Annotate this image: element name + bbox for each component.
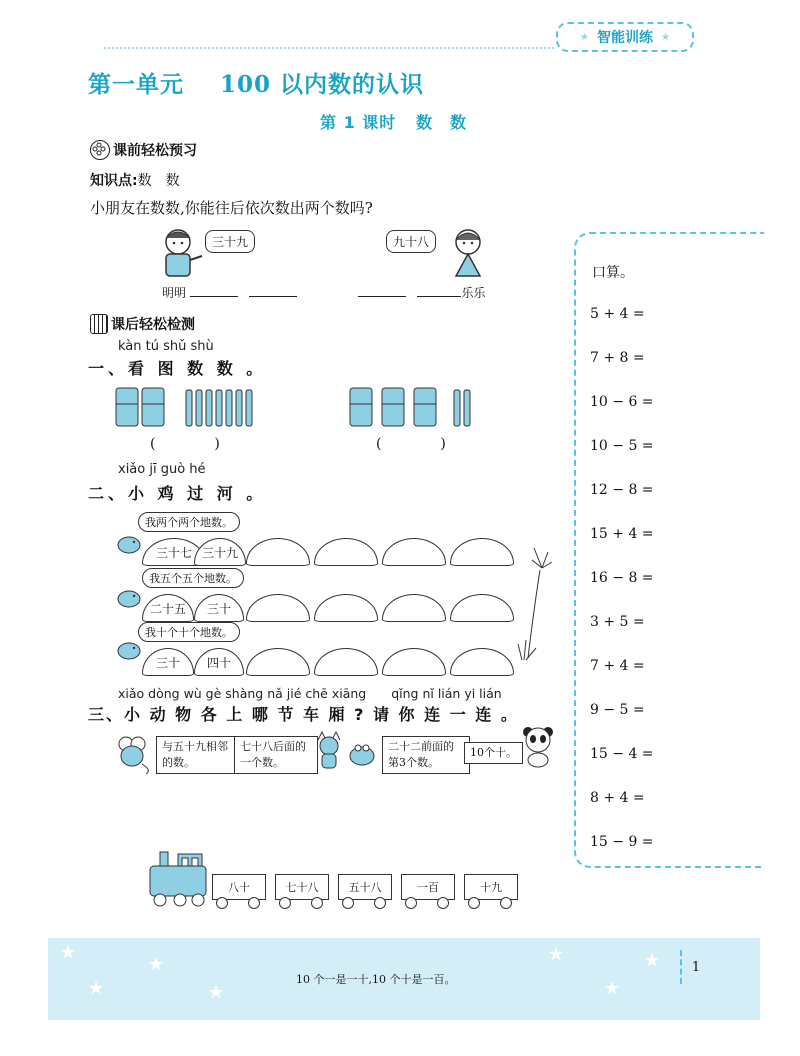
star-icon: ★: [208, 982, 225, 1003]
q1-left-paren-close: ): [214, 436, 220, 452]
wheel-icon: [248, 897, 260, 909]
lesson-title: [320, 110, 467, 133]
calculator-icon: [90, 314, 108, 334]
after-section-title: [90, 314, 195, 334]
q3-heading: 三、小 动 物 各 上 哪 节 车 厢 ? 请 你 连 一 连 。: [88, 705, 519, 724]
boy-answer-row: [162, 284, 297, 301]
chick-bubble-row-1: 我两个两个地数。: [138, 512, 240, 532]
oral-equation-5[interactable]: 12 − 8 =: [590, 482, 654, 498]
chick-bubble-row-2: 我五个五个地数。: [142, 568, 244, 588]
train-car-3[interactable]: 五十八: [338, 874, 392, 900]
wheel-icon: [311, 897, 323, 909]
stone-row3-2: 四十: [194, 648, 244, 676]
q1-right-paren-close: ): [440, 436, 446, 452]
wheel-icon: [216, 897, 228, 909]
stone-row3-1: 三十: [142, 648, 194, 676]
bundles-right-illustration: [346, 384, 496, 430]
stone-row2-2: 三十: [194, 594, 244, 622]
oral-equation-7[interactable]: 16 − 8 =: [590, 570, 654, 586]
train-car-2[interactable]: 七十八: [275, 874, 329, 900]
stone-row1-1: 三十七: [142, 538, 206, 566]
wheel-icon: [342, 897, 354, 909]
wheel-icon: [468, 897, 480, 909]
q1-answer-right[interactable]: [376, 436, 446, 452]
knowledge-value: 数 数: [137, 173, 180, 189]
stone-row2-1: 二十五: [142, 594, 194, 622]
section-tag: [556, 22, 694, 52]
knowledge-label: 知识点:: [90, 173, 138, 189]
header-dotted-line: [104, 47, 554, 49]
lesson-number: 第 1 课时: [320, 113, 397, 132]
wheel-icon: [405, 897, 417, 909]
girl-answer-blank-2[interactable]: [417, 296, 461, 297]
wheel-icon: [437, 897, 449, 909]
star-icon: ★: [661, 31, 670, 43]
stone-row1-blank-2[interactable]: [314, 538, 378, 566]
animal-card-2[interactable]: 七十八后面的一个数。: [234, 736, 318, 774]
boy-answer-blank-2[interactable]: [249, 296, 297, 297]
train-car-5[interactable]: 十九: [464, 874, 518, 900]
star-icon: ★: [644, 950, 661, 971]
section-tag-label: 智能训练: [597, 30, 653, 46]
wheel-icon: [374, 897, 386, 909]
stone-row2-blank-3[interactable]: [382, 594, 446, 622]
chick-icon: [116, 534, 142, 554]
animal-card-4[interactable]: 10个十。: [464, 742, 523, 764]
boy-speech-bubble: 三十九: [205, 230, 255, 253]
after-label: 课后轻松检测: [111, 317, 195, 333]
chick-icon: [116, 640, 142, 660]
star-icon: ★: [548, 944, 565, 965]
star-icon: ★: [60, 942, 77, 963]
unit-title: [88, 66, 424, 99]
boy-answer-blank-1[interactable]: [190, 296, 238, 297]
stone-row3-blank-3[interactable]: [382, 648, 446, 676]
oral-equation-12[interactable]: 8 + 4 =: [590, 790, 645, 806]
oral-equation-9[interactable]: 7 + 4 =: [590, 658, 645, 674]
page-number: 1: [680, 950, 710, 984]
oral-equation-6[interactable]: 15 + 4 =: [590, 526, 654, 542]
oral-equation-10[interactable]: 9 − 5 =: [590, 702, 645, 718]
stone-row2-blank-1[interactable]: [246, 594, 310, 622]
girl-name: 乐乐: [461, 286, 486, 300]
stone-row1-blank-3[interactable]: [382, 538, 446, 566]
footer-tip: 10 个一是一十,10 个十是一百。: [296, 973, 456, 986]
preview-question: 小朋友在数数,你能往后依次数出两个数吗?: [90, 199, 373, 217]
q1-left-paren-open: (: [150, 436, 156, 452]
riverbank-grass-illustration: [514, 548, 554, 668]
oral-equation-1[interactable]: 5 + 4 =: [590, 306, 645, 322]
oral-equation-2[interactable]: 7 + 8 =: [590, 350, 645, 366]
chick-bubble-row-3: 我十个十个地数。: [138, 622, 240, 642]
oral-equation-3[interactable]: 10 − 6 =: [590, 394, 654, 410]
q2-heading: 二、小 鸡 过 河 。: [88, 484, 267, 503]
cat-and-frog-illustration: [310, 730, 382, 774]
animal-card-1[interactable]: 与五十九相邻的数。: [156, 736, 238, 774]
train-engine-illustration: [148, 850, 210, 910]
mouse-illustration: [112, 734, 156, 774]
star-icon: ★: [604, 978, 621, 999]
wheel-icon: [279, 897, 291, 909]
q1-answer-left[interactable]: [150, 436, 220, 452]
unit-topic: 100 以内数的认识: [220, 71, 425, 98]
train-car-1[interactable]: 八十: [212, 874, 266, 900]
stone-row2-blank-2[interactable]: [314, 594, 378, 622]
boy-name: 明明: [162, 286, 187, 300]
stone-row2-blank-4[interactable]: [450, 594, 514, 622]
girl-answer-blank-1[interactable]: [358, 296, 406, 297]
oral-equation-13[interactable]: 15 − 9 =: [590, 834, 654, 850]
oral-equation-8[interactable]: 3 + 5 =: [590, 614, 645, 630]
stone-row1-blank-4[interactable]: [450, 538, 514, 566]
star-icon: ★: [148, 954, 165, 975]
stone-row3-blank-4[interactable]: [450, 648, 514, 676]
girl-answer-row: [358, 284, 485, 301]
film-reel-icon: [90, 140, 110, 160]
q1-pinyin: kàn tú shǔ shù: [118, 339, 214, 354]
train-car-4[interactable]: 一百: [401, 874, 455, 900]
chick-icon: [116, 588, 142, 608]
stone-row3-blank-1[interactable]: [246, 648, 310, 676]
preview-section-title: [90, 140, 197, 160]
star-icon: ★: [88, 978, 105, 999]
oral-equation-11[interactable]: 15 − 4 =: [590, 746, 654, 762]
wheel-icon: [500, 897, 512, 909]
q1-right-paren-open: (: [376, 436, 382, 452]
oral-title: 口算。: [592, 265, 634, 281]
animal-card-3[interactable]: 二十二前面的第3个数。: [382, 736, 470, 774]
panda-illustration: [520, 724, 556, 768]
girl-illustration: [444, 226, 496, 282]
oral-calculation-panel: [574, 232, 764, 868]
oral-equation-4[interactable]: 10 − 5 =: [590, 438, 654, 454]
boy-illustration: [156, 226, 208, 282]
knowledge-point: [90, 170, 180, 190]
q2-pinyin: xiǎo jī guò hé: [118, 462, 206, 477]
q3-pinyin: xiǎo dòng wù gè shàng nǎ jié chē xiāng qǐng nǐ lián yi lián: [118, 686, 502, 701]
q1-heading: 一、看 图 数 数 。: [88, 359, 267, 378]
stone-row1-blank-1[interactable]: [246, 538, 310, 566]
star-icon: ★: [580, 31, 589, 43]
bundles-left-illustration: [112, 384, 272, 430]
girl-speech-bubble: 九十八: [386, 230, 436, 253]
stone-row3-blank-2[interactable]: [314, 648, 378, 676]
stone-row1-2: 三十九: [194, 538, 246, 566]
preview-label: 课前轻松预习: [113, 143, 197, 159]
lesson-topic: 数 数: [416, 113, 468, 132]
unit-label: 第一单元: [88, 71, 184, 98]
